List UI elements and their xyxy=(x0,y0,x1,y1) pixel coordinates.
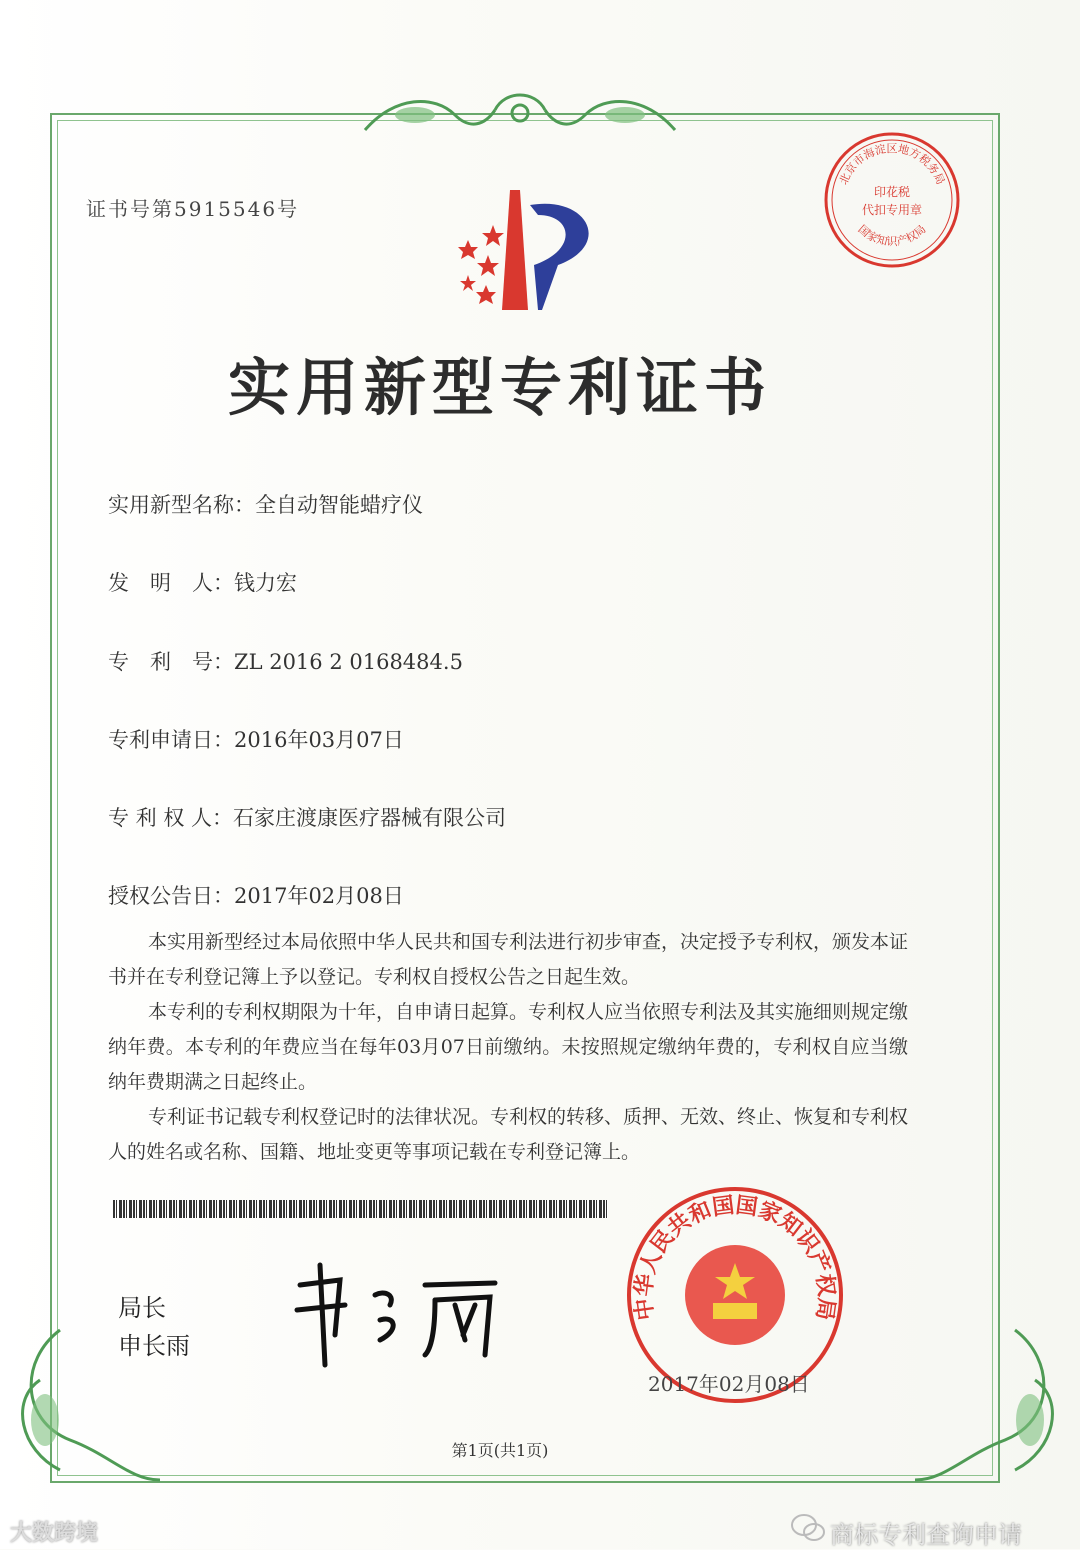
svg-text:印花税: 印花税 xyxy=(873,185,911,199)
director-name: 申长雨 xyxy=(118,1332,190,1360)
field-label: 专 利 权 人： xyxy=(108,806,234,830)
field-utility-model-name xyxy=(108,489,423,519)
field-patent-number xyxy=(108,646,463,676)
watermark-left: 大数跨境 xyxy=(10,1521,99,1546)
field-label: 专利申请日： xyxy=(108,728,234,752)
field-value: 2017年02月08日 xyxy=(234,884,404,908)
certificate-title: 实用新型专利证书 xyxy=(227,351,772,424)
page-number: 第1页(共1页) xyxy=(451,1441,549,1460)
certificate-inner-border xyxy=(57,120,993,1476)
field-value: 钱力宏 xyxy=(234,571,297,595)
paragraph-legal-status: 专利证书记载专利权登记时的法律状况。专利权的转移、质押、无效、终止、恢复和专利权人的姓名或名称、国籍、地址变更等事项记载在专利登记簿上。 xyxy=(108,1106,909,1163)
bottom-right-ornament xyxy=(905,1320,1075,1490)
barcode xyxy=(113,1200,608,1218)
field-label: 发 明 人： xyxy=(108,571,234,595)
handwritten-signature xyxy=(285,1255,525,1375)
field-grant-date xyxy=(108,880,404,910)
tax-stamp-seal xyxy=(822,130,962,270)
field-application-date xyxy=(108,724,404,754)
watermark-right: 商标专利查询申请 xyxy=(830,1521,1022,1549)
director-title: 局长 xyxy=(118,1294,166,1322)
paragraph-examination: 本实用新型经过本局依照中华人民共和国专利法进行初步审查，决定授予专利权，颁发本证书并在专利登记簿上予以登记。专利权自授权公告之日起生效。 xyxy=(108,931,909,988)
svg-text:北京市海淀区地方税务局: 北京市海淀区地方税务局 xyxy=(836,142,948,187)
field-patentee xyxy=(108,802,506,832)
field-label: 实用新型名称： xyxy=(108,493,255,517)
field-value: ZL 2016 2 0168484.5 xyxy=(234,650,463,674)
field-value: 石家庄渡康医疗器械有限公司 xyxy=(233,806,507,830)
field-value: 全自动智能蜡疗仪 xyxy=(255,493,423,517)
top-ornament xyxy=(355,85,685,140)
field-inventor xyxy=(108,567,297,597)
wechat-icon xyxy=(790,1512,826,1544)
field-label: 授权公告日： xyxy=(108,884,234,908)
field-value: 2016年03月07日 xyxy=(234,728,404,752)
emblem-icon xyxy=(438,185,608,315)
svg-text:中华人民共和国国家知识产权局: 中华人民共和国国家知识产权局 xyxy=(631,1193,839,1322)
field-label: 专 利 号： xyxy=(108,650,234,674)
svg-text:代扣专用章: 代扣专用章 xyxy=(861,203,923,217)
paragraph-term: 本专利的专利权期限为十年，自申请日起算。专利权人应当依照专利法及其实施细则规定缴纳年费。本专利的年费应当在每年03月07日前缴纳。未按照规定缴纳年费的，专利权自应当缴纳年费期满之日起终止。 xyxy=(108,1001,909,1093)
svg-text:国家知识产权局: 国家知识产权局 xyxy=(855,222,929,249)
issue-date: 2017年02月08日 xyxy=(648,1372,810,1396)
certificate-number: 证书号第5915546号 xyxy=(86,197,300,221)
